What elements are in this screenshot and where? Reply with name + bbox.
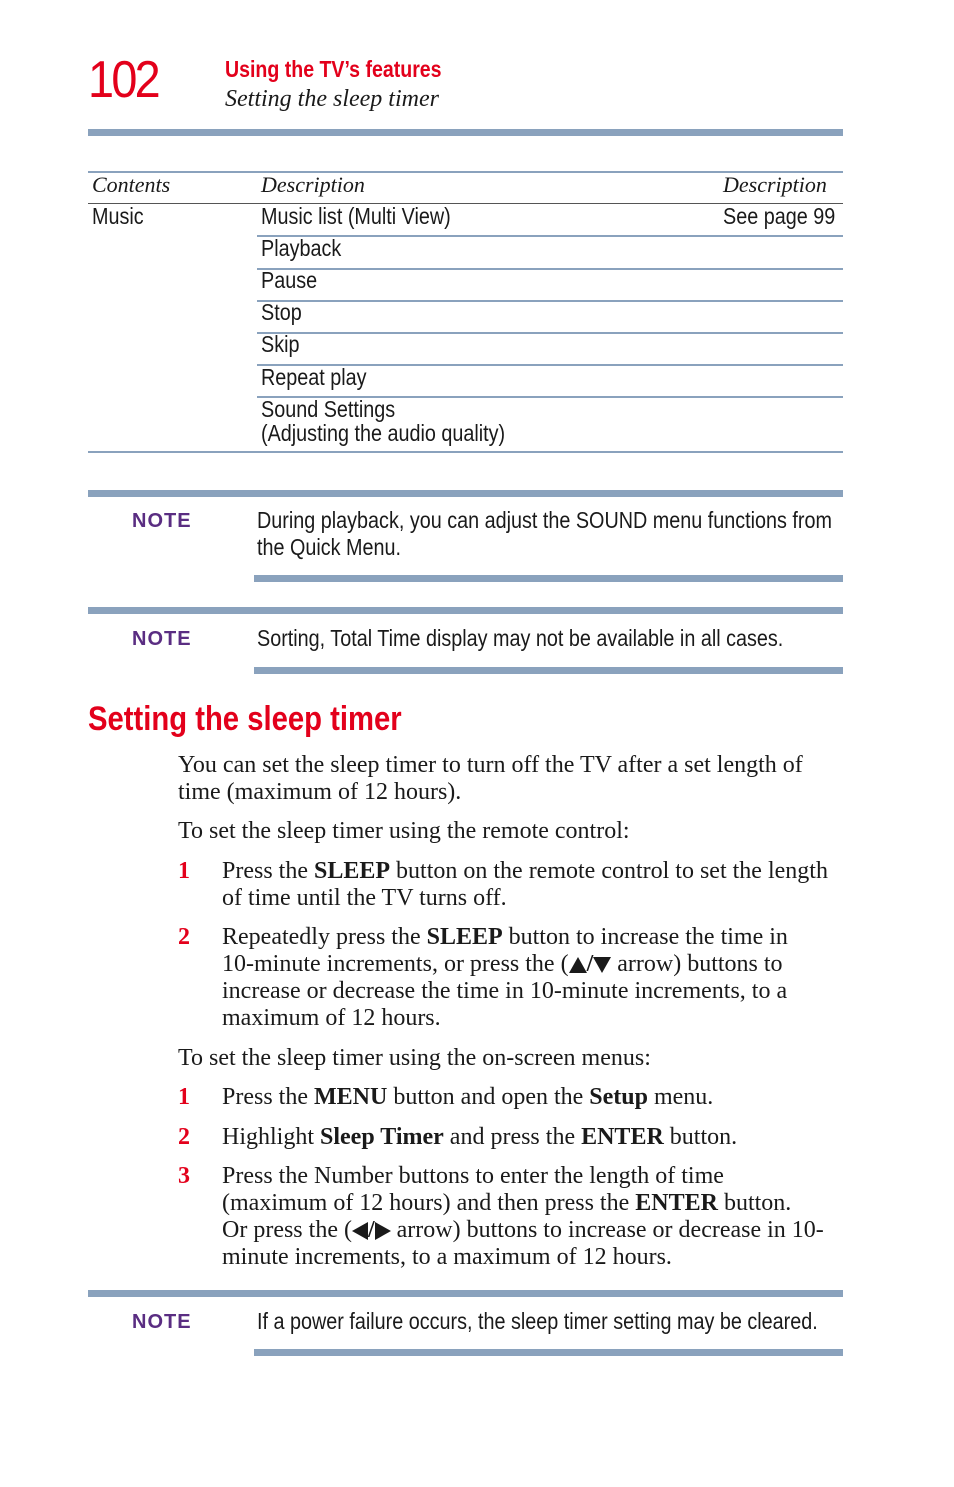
step-text-part: button on the remote control to set the length [390,858,828,884]
step-text-part: arrow) buttons to [611,951,783,977]
note-text: If a power failure occurs, the sleep timer setting may be cleared. [257,1308,818,1334]
note-top-rule [88,1290,843,1297]
section-heading: Setting the sleep timer [88,700,402,738]
intro-line: You can set the sleep timer to turn off the TV after a set length of [178,752,803,778]
table-bottom-rule [88,451,843,453]
remote-intro: To set the sleep timer using the remote control: [178,818,630,844]
menu-item-name: Sleep Timer [320,1124,444,1150]
left-arrow-icon [352,1222,368,1240]
table-header-reference: Description [723,172,827,197]
step-text-part: Highlight [222,1124,321,1150]
table-cell-description: Repeat play [261,364,367,390]
table-cell-description: Sound Settings [261,396,396,422]
section-subtitle: Setting the sleep timer [225,86,439,112]
step-text-part: menu. [647,1084,714,1110]
step-text-part: Repeatedly press the [222,924,427,950]
step-text-part: button. [663,1124,738,1150]
note-label: NOTE [132,628,192,650]
table-cell-contents: Music [92,203,144,229]
button-name: SLEEP [426,924,503,950]
right-arrow-icon [375,1222,391,1240]
table-cell-description: Pause [261,267,318,293]
step-text-part: Press the [222,858,314,884]
table-cell-description: Skip [261,331,300,357]
page-number: 102 [88,51,158,109]
menu-intro: To set the sleep timer using the on-screen menus: [178,1045,651,1071]
button-name: ENTER [635,1190,718,1216]
note-text: During playback, you can adjust the SOUND menu functions from [257,507,833,533]
button-name: MENU [314,1084,388,1110]
step-text-line: maximum of 12 hours. [222,1005,441,1031]
step-text [222,1124,852,1151]
up-arrow-icon [569,957,587,973]
note-bottom-rule [254,575,843,582]
step-number: 2 [178,1124,190,1150]
step-text-part: button and open the [387,1084,590,1110]
note-label: NOTE [132,1311,192,1333]
table-row-rule [257,332,843,334]
step-number: 1 [178,858,190,884]
step-text-part: button to increase the time in [502,924,788,950]
step-text-part: and press the [443,1124,582,1150]
table-row-rule [257,268,843,270]
step-text: Repeatedly press the SLEEP button to increase the time in 10-minute increments, or press the ( / arrow) buttons to increase or decrease the time in 10-minute increments, to a maximum of 12 hours. [222,924,852,1032]
table-row-rule [257,235,843,237]
step-text: Press the Number buttons to enter the length of time (maximum of 12 hours) and then press the ENTER button. Or press the ( / arrow) buttons to increase or decrease in 10- minute increments, to a maximum of 12 hours. [222,1163,852,1271]
step-text-line: of time until the TV turns off. [222,885,507,911]
note-bottom-rule [254,1349,843,1356]
note-text: Sorting, Total Time display may not be available in all cases. [257,625,784,651]
step-text-part: arrow) buttons to increase or decrease in 10- [390,1217,824,1243]
step-text-part: 10-minute increments, or press the ( [222,951,569,977]
step-text-line: minute increments, to a maximum of 12 hours. [222,1244,672,1270]
table-row-rule [257,300,843,302]
header-rule [88,129,843,136]
button-name: SLEEP [314,858,391,884]
note-bottom-rule [254,667,843,674]
step-number: 1 [178,1084,190,1110]
intro-paragraph [178,752,803,806]
step-text-line: Press the Number buttons to enter the length of time [222,1163,724,1189]
note-top-rule [88,490,843,497]
step-text-part: Press the [222,1084,314,1110]
step-text [222,1084,852,1111]
note-text-line2: the Quick Menu. [257,534,402,560]
step-text-part: (maximum of 12 hours) and then press the [222,1190,636,1216]
table-cell-description-line2: (Adjusting the audio quality) [261,420,506,446]
note-label: NOTE [132,510,192,532]
note-top-rule [88,607,843,614]
table-header-contents: Contents [92,172,171,197]
step-text-line: increase or decrease the time in 10-minute increments, to a [222,978,788,1004]
intro-line: time (maximum of 12 hours). [178,779,462,805]
table-cell-reference: See page 99 [723,203,836,229]
step-text [222,858,852,912]
table-cell-description: Playback [261,235,342,261]
table-header-description: Description [261,172,365,197]
step-number: 3 [178,1163,190,1189]
table-cell-description: Music list (Multi View) [261,203,451,229]
down-arrow-icon [593,957,611,973]
step-text-part: Or press the ( [222,1217,352,1243]
menu-name: Setup [589,1084,648,1110]
step-number: 2 [178,924,190,950]
button-name: ENTER [581,1124,664,1150]
chapter-title: Using the TV’s features [225,56,442,82]
step-text-part: button. [717,1190,792,1216]
table-cell-description: Stop [261,299,302,325]
